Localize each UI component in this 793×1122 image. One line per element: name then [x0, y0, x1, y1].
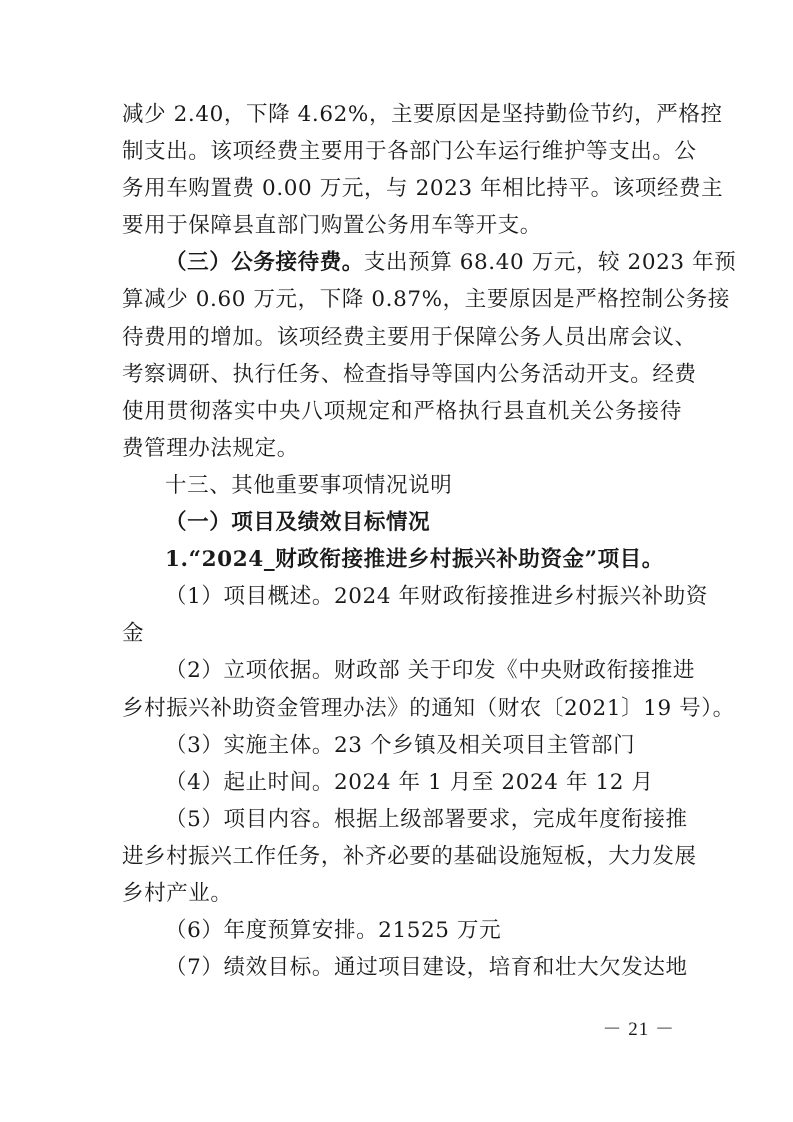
subsection-heading-projects: （一）项目及绩效目标情况: [165, 510, 431, 536]
item-target: （7）绩效目标。通过项目建设，培育和壮大欠发达地: [165, 955, 688, 981]
document-page: [122, 96, 737, 986]
text-line: 减少 2.40，下降 4.62%，主要原因是坚持勤俭节约，严格控: [122, 102, 723, 127]
section-heading-13: 十三、其他重要事项情况说明: [165, 472, 453, 498]
item-budget: （6）年度预算安排。21525 万元: [165, 918, 502, 944]
page-number: － 21 －: [602, 1019, 675, 1040]
item-overview: （1）项目概述。2024 年财政衔接推进乡村振兴补助资: [165, 584, 708, 610]
item-overview-cont: 金: [122, 621, 145, 647]
item-basis: （2）立项依据。财政部 关于印发《中央财政衔接推进: [165, 658, 696, 684]
section3-heading: （三）公务接待费。: [165, 250, 364, 276]
text-line: 费管理办法规定。: [122, 435, 299, 461]
text-line: 要用于保障县直部门购置公务用车等开支。: [122, 213, 542, 239]
item-content: （5）项目内容。根据上级部署要求，完成年度衔接推: [165, 806, 688, 832]
item-subject: （3）实施主体。23 个乡镇及相关项目主管部门: [165, 732, 636, 758]
text-line: 务用车购置费 0.00 万元，与 2023 年相比持平。该项经费主: [122, 176, 724, 202]
item-content-cont: 乡村产业。: [122, 880, 233, 906]
text-line: 算减少 0.60 万元，下降 0.87%，主要原因是严格控制公务接: [122, 287, 730, 313]
text-line: 待费用的增加。该项经费主要用于保障公务人员出席会议、: [122, 324, 697, 350]
text-line: 考察调研、执行任务、检查指导等国内公务活动开支。经费: [122, 361, 697, 387]
text-line: 制支出。该项经费主要用于各部门公车运行维护等支出。公: [122, 139, 697, 165]
project-title: 1.“2024_财政衔接推进乡村振兴补助资金”项目。: [165, 547, 664, 573]
section3-first-line: [122, 244, 737, 281]
section3-text: 支出预算 68.40 万元，较 2023 年预: [363, 250, 737, 276]
item-content-cont: 进乡村振兴工作任务，补齐必要的基础设施短板，大力发展: [122, 843, 697, 869]
text-line: 使用贯彻落实中央八项规定和严格执行县直机关公务接待: [122, 398, 682, 424]
item-period: （4）起止时间。2024 年 1 月至 2024 年 12 月: [165, 769, 654, 795]
item-basis-cont: 乡村振兴补助资金管理办法》的通知（财农〔2021〕19 号）。: [122, 695, 735, 721]
